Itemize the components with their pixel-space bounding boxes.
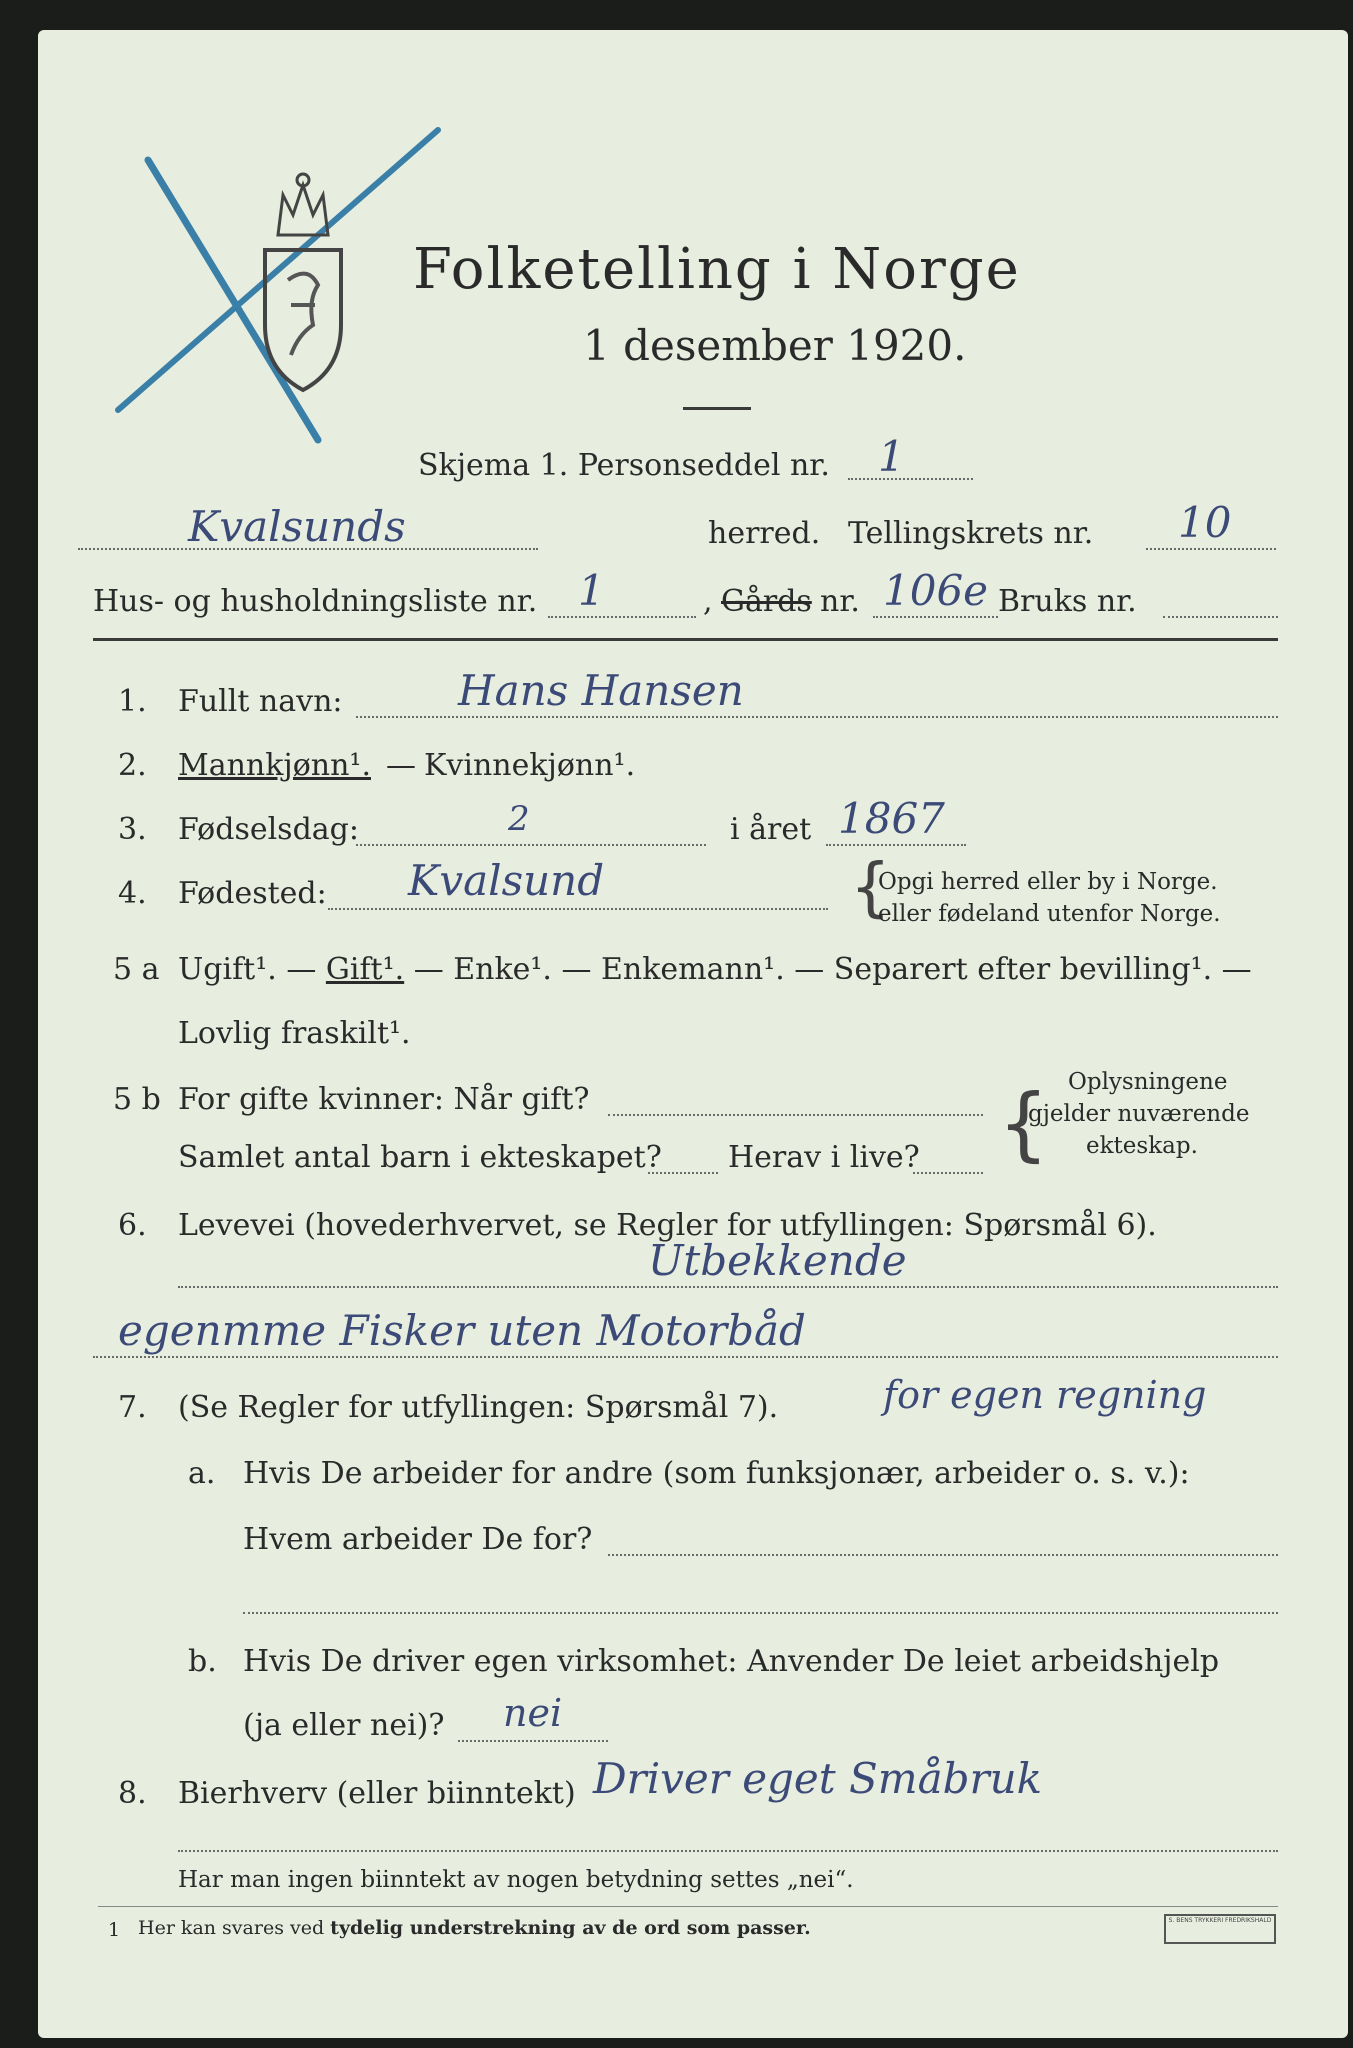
q7a-text: Hvis De arbeider for andre (som funksjonær, arbeider o. s. v.): (243, 1456, 1190, 1491)
comma: , (703, 584, 713, 619)
form-date: 1 desember 1920. (583, 321, 967, 370)
gards-label: Gårds (721, 584, 812, 619)
q2-female: Kvinnekjønn¹. (424, 748, 636, 783)
q2-number: 2. (118, 748, 147, 783)
q8-number: 8. (118, 1776, 147, 1811)
q3-year-label: i året (730, 812, 812, 847)
q5b-note-1: Oplysningene (1068, 1069, 1228, 1095)
q4-note-1: Opgi herred eller by i Norge. (878, 869, 1218, 895)
q1-number: 1. (118, 684, 147, 719)
q7a-extra-line (243, 1612, 1278, 1614)
q7b-answer-line (458, 1740, 608, 1742)
q5b-alive-line (913, 1172, 983, 1174)
q3-line (356, 844, 706, 846)
tellingskrets-value: 10 (1178, 498, 1232, 547)
q5b-when-line (608, 1114, 983, 1116)
q6-number: 6. (118, 1208, 147, 1243)
footnote-text (138, 1916, 811, 1940)
q5a-options (178, 952, 1252, 988)
q8-line-2 (178, 1850, 1278, 1852)
q1-label: Fullt navn: (178, 684, 343, 719)
q5b-alive-label: Herav i live? (728, 1140, 920, 1175)
q7-value: for egen regning (883, 1373, 1207, 1417)
q5a-number: 5 a (113, 952, 160, 987)
q7-number: 7. (118, 1390, 147, 1425)
q8-label: Bierhverv (eller biinntekt) (178, 1776, 576, 1811)
q5a-gift: Gift¹. (325, 952, 405, 987)
printer-stamp (1164, 1914, 1276, 1944)
tellingskrets-line (1146, 548, 1276, 550)
hushold-line (548, 616, 696, 618)
q5a-line-2: Lovlig fraskilt¹. (178, 1016, 411, 1051)
q4-number: 4. (118, 876, 147, 911)
footnote-text-a: Her kan svares ved (138, 1917, 331, 1939)
gards-nr-label: nr. (820, 584, 860, 619)
q8-value: Driver eget Småbruk (593, 1754, 1043, 1803)
bruks-nr-line (1163, 616, 1278, 618)
q6-line-1 (178, 1286, 1278, 1288)
coat-of-arms-icon (253, 165, 353, 405)
q8-note: Har man ingen biinntekt av nogen betydning settes „nei“. (178, 1867, 854, 1893)
q7a-letter: a. (188, 1456, 216, 1491)
q3-number: 3. (118, 812, 147, 847)
q6-value-1: Utbekkende (648, 1236, 907, 1285)
q5b-brace: { (998, 1077, 1049, 1170)
q3-label: Fødselsdag: (178, 812, 359, 847)
q5b-note-3: ekteskap. (1086, 1133, 1198, 1159)
footnote-number: 1 (108, 1919, 121, 1941)
q5b-label: For gifte kvinner: Når gift? (178, 1082, 590, 1117)
municipality-value: Kvalsunds (188, 502, 406, 551)
footnote-text-c: ord som passer. (637, 1917, 811, 1939)
q7b-text: Hvis De driver egen virksomhet: Anvender De leiet arbeidshjelp (243, 1644, 1220, 1679)
q5b-note-2: gjelder nuværende (1028, 1101, 1250, 1127)
q3-value: 2 (508, 799, 530, 839)
title-divider (683, 407, 751, 410)
form-title: Folketelling i Norge (413, 237, 1021, 302)
gards-nr-value: 106e (883, 566, 989, 615)
q4-note-2: eller fødeland utenfor Norge. (878, 901, 1221, 927)
census-form-page (38, 30, 1348, 2038)
printer-stamp-text: S. BENS TRYKKERI FREDRIKSHALD (1168, 1917, 1272, 1924)
hushold-value: 1 (578, 566, 605, 615)
gards-nr-line (873, 616, 998, 618)
schema-label: Skjema 1. Personseddel nr. (418, 448, 830, 483)
q5b-line-2: Samlet antal barn i ekteskapet? (178, 1140, 662, 1175)
q6-value-2: egenmme Fisker uten Motorbåd (118, 1306, 806, 1355)
q5a-rest: — Enke¹. — Enkemann¹. — Separert efter bevilling¹. — (404, 952, 1252, 987)
q3-year-line (826, 844, 966, 846)
q6-line-2 (93, 1356, 1278, 1358)
q5b-number: 5 b (113, 1082, 161, 1117)
footnote-text-b: tydelig understrekning av de (330, 1917, 638, 1939)
bruks-label: Bruks nr. (998, 584, 1137, 619)
header-divider (93, 638, 1278, 641)
q1-line (356, 716, 1278, 718)
q4-label: Fødested: (178, 876, 327, 911)
q4-value: Kvalsund (408, 856, 605, 905)
q1-value: Hans Hansen (458, 666, 744, 715)
q6-label: Levevei (hovederhvervet, se Regler for utfyllingen: Spørsmål 6). (178, 1208, 1157, 1243)
footnote-rule (98, 1906, 1278, 1907)
hushold-label: Hus- og husholdningsliste nr. (93, 584, 538, 619)
q7b-line-2: (ja eller nei)? (243, 1708, 445, 1743)
q5a-ugift: Ugift¹. — (178, 952, 326, 987)
schema-nr-line (848, 478, 973, 480)
q7b-value: nei (503, 1691, 563, 1735)
q7a-line-2: Hvem arbeider De for? (243, 1522, 593, 1557)
q4-brace: { (850, 851, 891, 925)
q7b-letter: b. (188, 1644, 217, 1679)
tellingskrets-label: Tellingskrets nr. (848, 516, 1094, 551)
q2-male: Mannkjønn¹. (178, 748, 371, 783)
herred-label: herred. (708, 516, 821, 551)
schema-nr-value: 1 (878, 432, 905, 481)
q2-separator: — (386, 748, 416, 783)
q7a-employer-line (608, 1554, 1278, 1556)
q4-line (328, 908, 828, 910)
q5b-children-line (648, 1172, 718, 1174)
q3-year-value: 1867 (838, 794, 945, 843)
q7-label: (Se Regler for utfyllingen: Spørsmål 7). (178, 1390, 779, 1425)
